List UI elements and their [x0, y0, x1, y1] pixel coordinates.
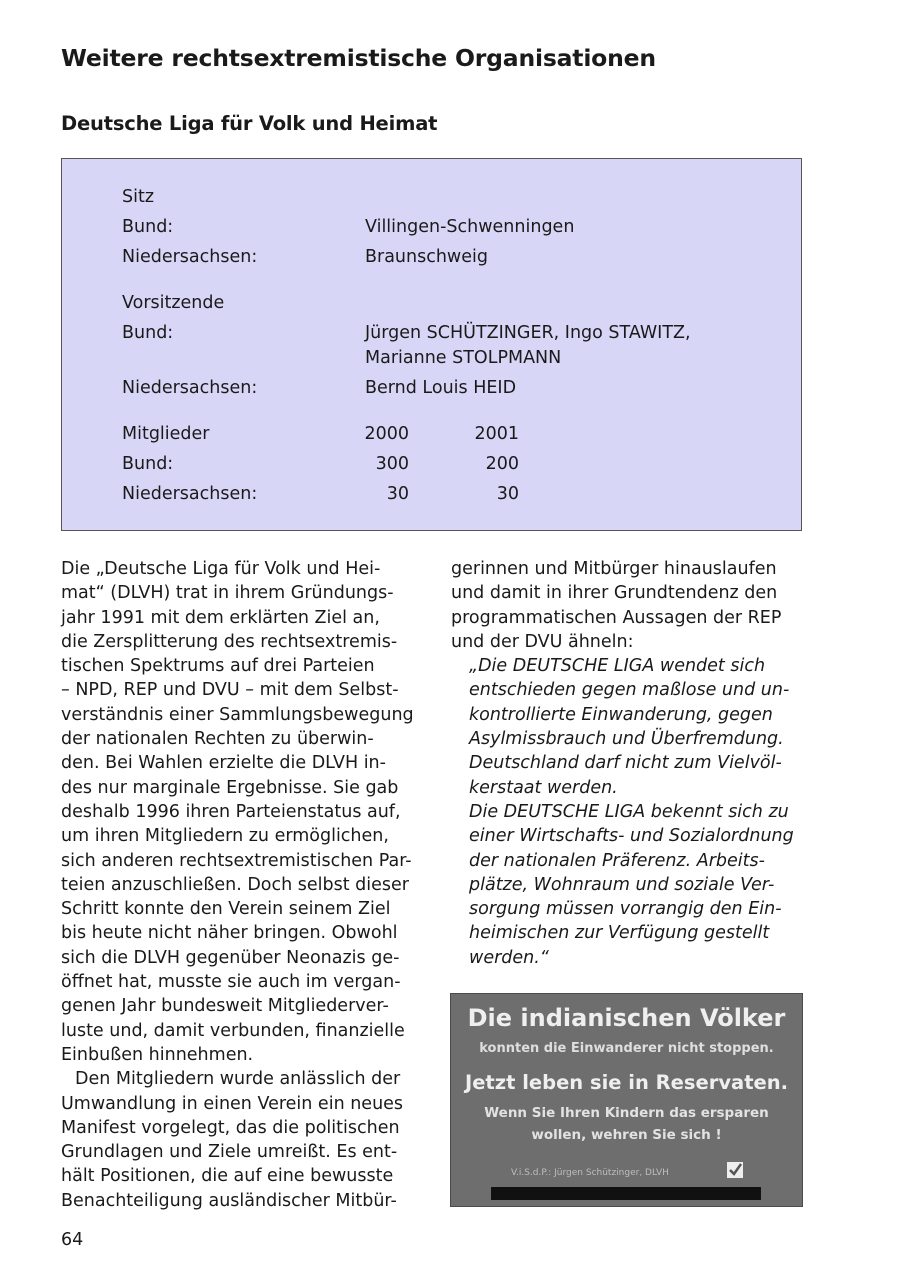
quote-line: sorgung müssen vorrangig den Ein- [469, 899, 782, 920]
text-line: tischen Spektrums auf drei Parteien [61, 656, 375, 677]
text-line: – NPD, REP und DVU – mit dem Selbst- [61, 680, 399, 701]
text-line: Einbußen hinnehmen. [61, 1044, 254, 1065]
poster-line-5: wollen, wehren Sie sich ! [531, 1127, 722, 1143]
mit-nds-label: Niedersachsen: [122, 484, 258, 504]
sitz-label: Sitz [122, 187, 155, 207]
text-line: hält Positionen, die auf eine bewusste [61, 1166, 394, 1187]
text-line: gerinnen und Mitbürger hinauslaufen [451, 559, 777, 579]
quote-line: heimischen zur Verfügung gestellt [469, 923, 770, 944]
mit-bund-2001: 200 [485, 454, 519, 474]
text-line: bis heute nicht näher bringen. Obwohl [61, 923, 398, 944]
mit-nds-2001: 30 [496, 484, 519, 504]
text-line: sich die DLVH gegenüber Neonazis ge- [61, 947, 400, 968]
vors-bund-value-line2: Marianne STOLPMANN [365, 348, 562, 368]
text-line: jahr 1991 mit dem erklärten Ziel an, [61, 607, 380, 628]
text-line: Manifest vorgelegt, das die politischen [61, 1117, 400, 1138]
organization-info-box [61, 158, 802, 531]
quote-line: kerstaat werden. [469, 777, 618, 798]
text-line: Schritt konnte den Verein seinem Ziel [61, 899, 391, 920]
text-line: der nationalen Rechten zu überwin- [61, 729, 374, 750]
text-line: mat“ (DLVH) trat in ihrem Gründungs- [61, 583, 394, 604]
text-line: und der DVU ähneln: [451, 631, 634, 652]
text-line: genen Jahr bundesweit Mitgliederver- [61, 996, 389, 1017]
text-line: die Zersplitterung des rechtsextremis- [61, 631, 398, 652]
vorsitzende-label: Vorsitzende [122, 293, 225, 313]
text-line: Den Mitgliedern wurde anlässlich der [75, 1069, 401, 1090]
mitglieder-label: Mitglieder [122, 424, 210, 444]
quote-line: Die DEUTSCHE LIGA bekennt sich zu [469, 801, 789, 822]
text-line: öffnet hat, musste sie auch im vergan- [61, 972, 401, 993]
left-text-column [61, 557, 421, 1213]
year-2000-header: 2000 [364, 424, 409, 444]
vors-nds-label: Niedersachsen: [122, 378, 258, 398]
mit-bund-2000: 300 [375, 454, 409, 474]
section-heading: Deutsche Liga für Volk und Heimat [61, 112, 438, 135]
quote-line: kontrollierte Einwanderung, gegen [469, 704, 773, 725]
sitz-nds-value: Braunschweig [365, 247, 488, 267]
text-line: und damit in ihrer Grundtendenz den [451, 583, 778, 604]
poster-line-4: Wenn Sie Ihren Kindern das ersparen [484, 1105, 769, 1121]
text-line: deshalb 1996 ihren Parteienstatus auf, [61, 801, 401, 822]
vors-nds-value: Bernd Louis HEID [365, 378, 517, 398]
mit-bund-label: Bund: [122, 454, 174, 474]
poster-headline: Die indianischen Völker [467, 1004, 786, 1032]
text-line: luste und, damit verbunden, finanzielle [61, 1020, 405, 1041]
text-line: Umwandlung in einen Verein ein neues [61, 1093, 404, 1114]
quote-line: „Die DEUTSCHE LIGA wendet sich [469, 656, 766, 677]
text-line: des nur marginale Ergebnisse. Sie gab [61, 777, 399, 798]
text-line: um ihren Mitgliedern zu ermöglichen, [61, 826, 389, 847]
text-line: Benachteiligung ausländischer Mitbür- [61, 1190, 397, 1211]
text-line: Grundlagen und Ziele umreißt. Es ent- [61, 1142, 398, 1163]
year-2001-header: 2001 [474, 424, 519, 444]
text-line: verständnis einer Sammlungsbewegung [61, 704, 414, 725]
vors-bund-label: Bund: [122, 323, 174, 343]
poster-line-2: konnten die Einwanderer nicht stoppen. [479, 1041, 774, 1056]
text-line: sich anderen rechtsextremistischen Par- [61, 850, 412, 871]
text-line: den. Bei Wahlen erzielte die DLVH in- [61, 753, 386, 774]
sitz-bund-label: Bund: [122, 217, 174, 237]
quote-line: Deutschland darf nicht zum Vielvöl- [469, 753, 782, 774]
text-line: Die „Deutsche Liga für Volk und Hei- [61, 559, 381, 579]
sitz-bund-value: Villingen-Schwenningen [365, 217, 575, 237]
page-heading: Weitere rechtsextremistische Organisationen [61, 44, 656, 72]
text-line: teien anzuschließen. Doch selbst dieser [61, 874, 410, 895]
vors-bund-value-line1: Jürgen SCHÜTZINGER, Ingo STAWITZ, [365, 323, 691, 343]
manifest-quote [451, 654, 811, 970]
poster-imprint: V.i.S.d.P.: Jürgen Schützinger, DLVH [511, 1168, 669, 1178]
quote-line: einer Wirtschafts- und Sozialordnung [469, 826, 794, 847]
propaganda-poster-image [450, 993, 803, 1207]
sitz-nds-label: Niedersachsen: [122, 247, 258, 267]
mit-nds-2000: 30 [386, 484, 409, 504]
right-text-column [451, 557, 811, 970]
text-line: programmatischen Aussagen der REP [451, 607, 782, 628]
quote-line: plätze, Wohnraum und soziale Ver- [469, 874, 775, 895]
page-number: 64 [61, 1230, 84, 1250]
poster-bottom-bar [491, 1187, 761, 1200]
quote-line: der nationalen Präferenz. Arbeits- [469, 850, 765, 871]
quote-line: werden.“ [469, 947, 549, 968]
quote-line: Asylmissbrauch und Überfremdung. [469, 729, 784, 750]
checkmark-logo-icon [727, 1162, 743, 1178]
quote-line: entschieden gegen maßlose und un- [469, 680, 790, 701]
poster-line-3: Jetzt leben sie in Reservaten. [464, 1071, 789, 1094]
